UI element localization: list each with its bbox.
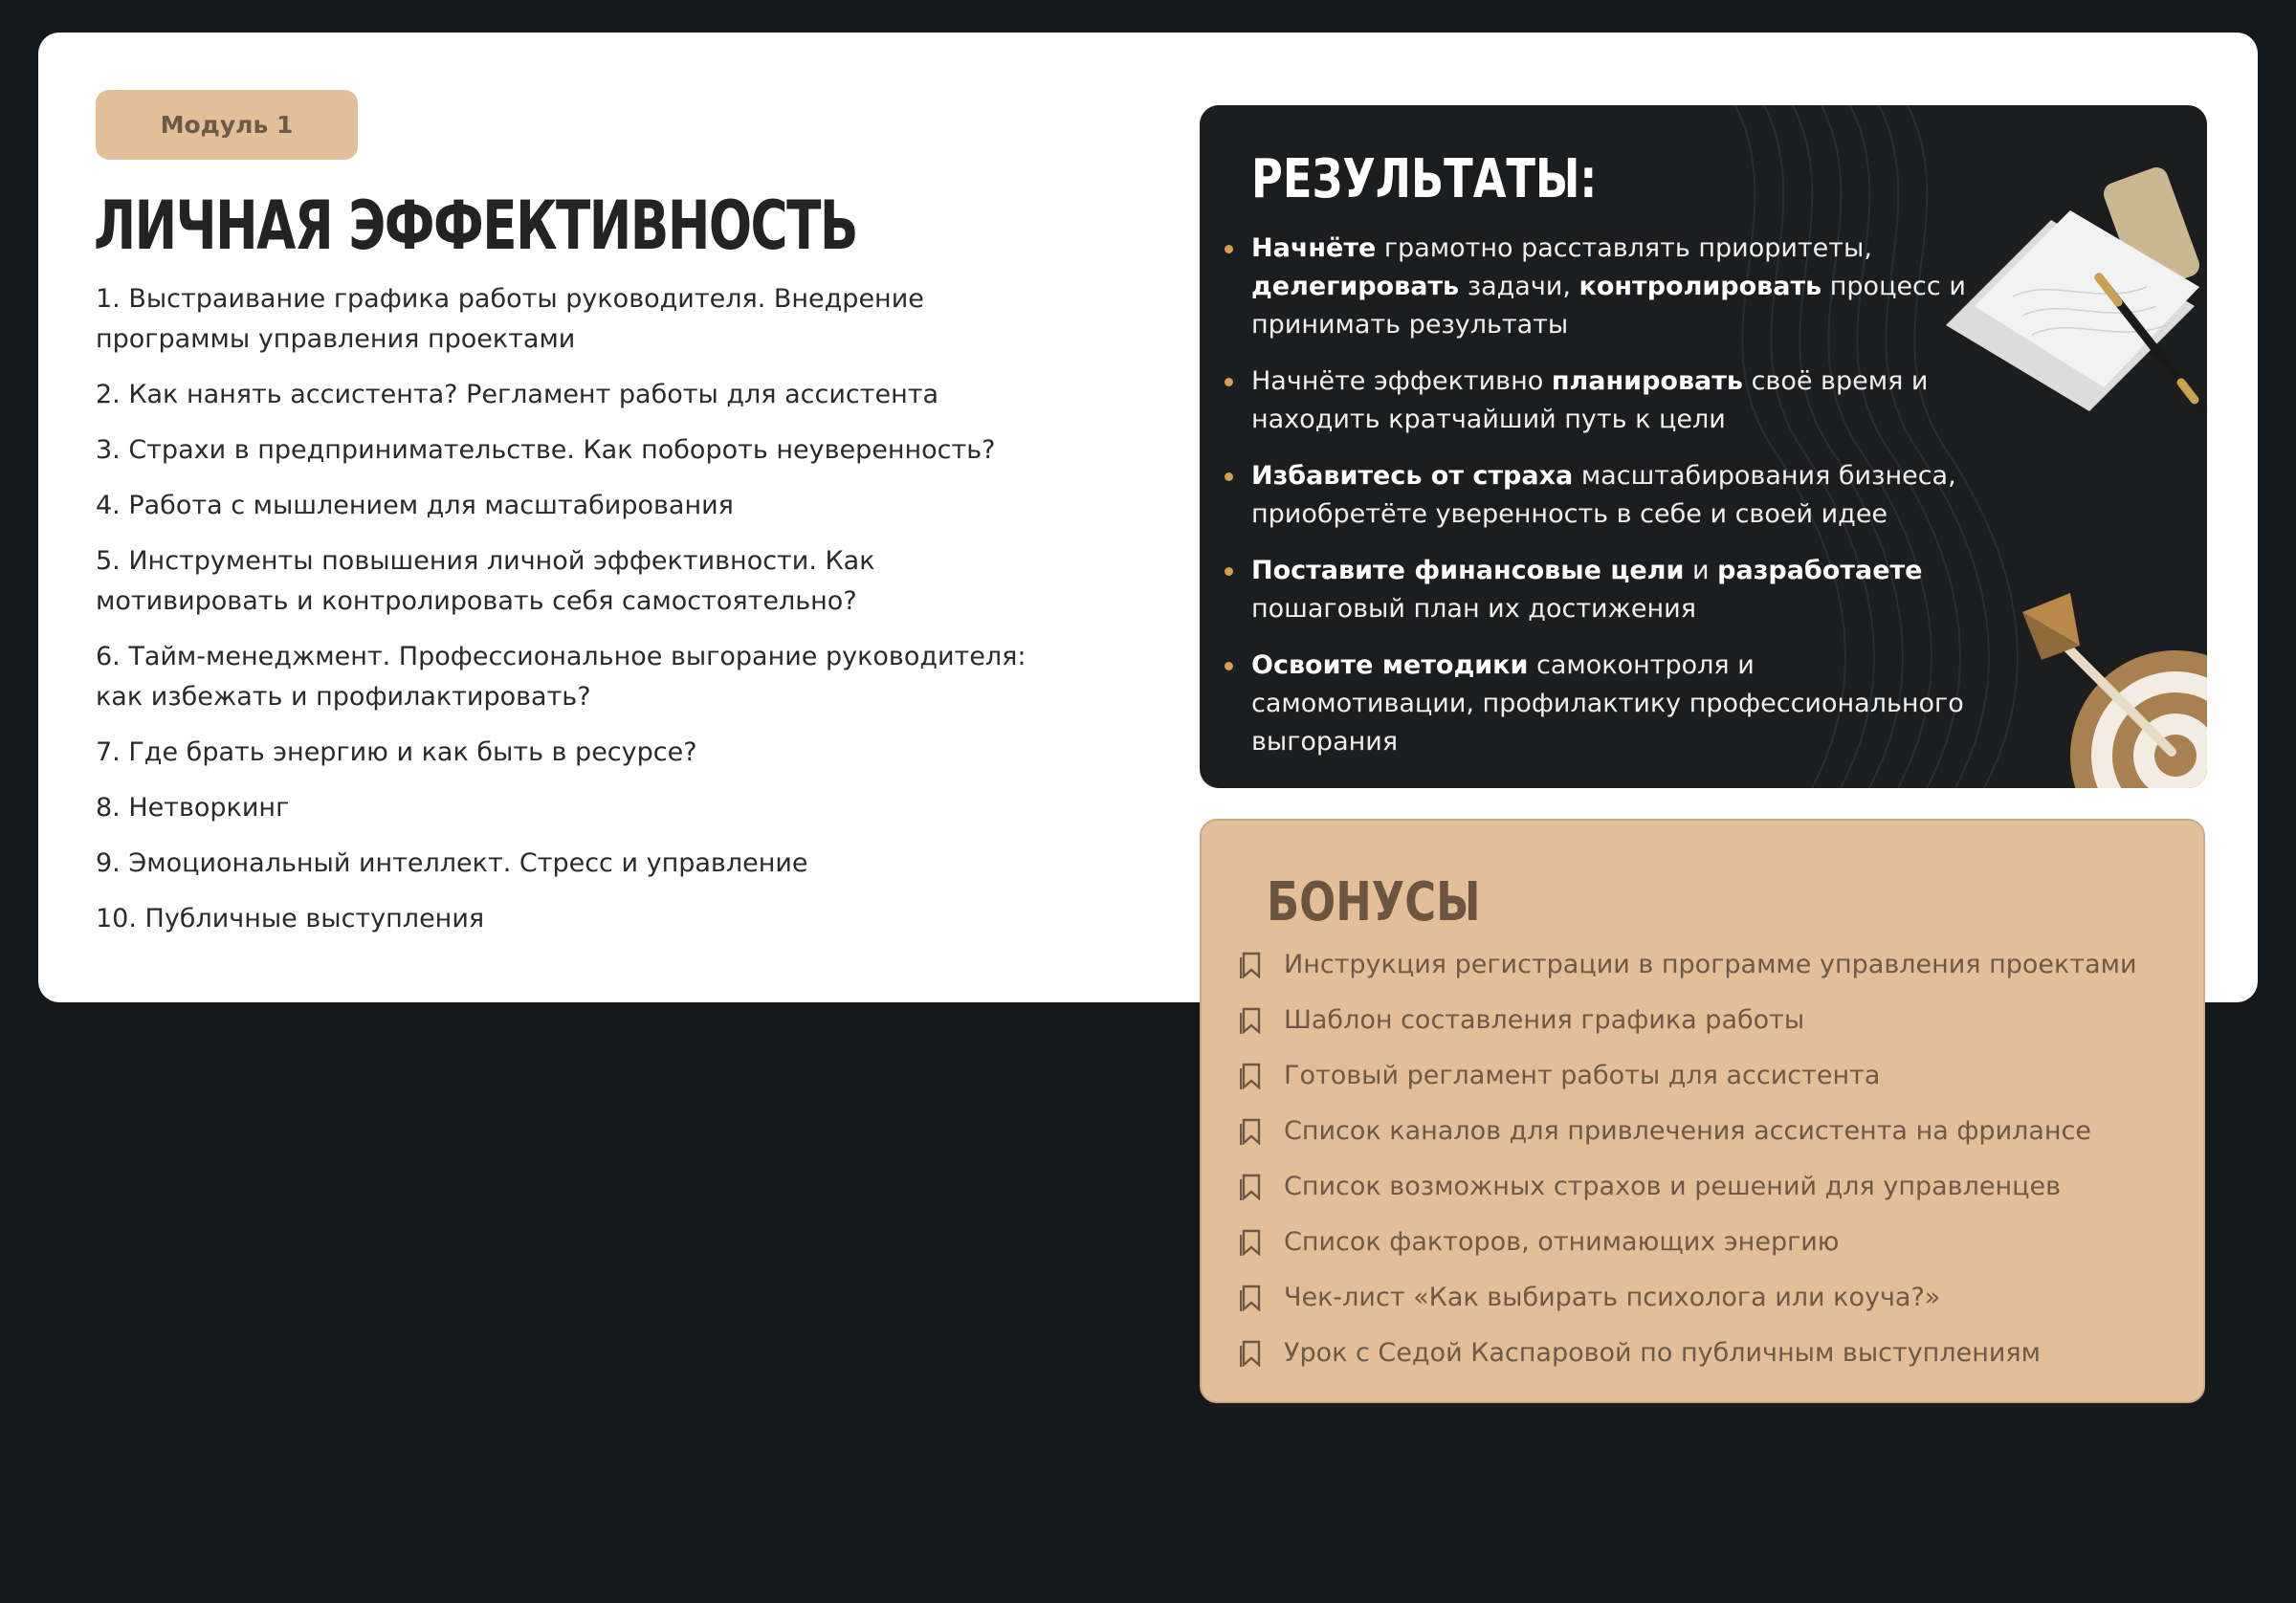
result-highlight: контролировать	[1578, 272, 1822, 301]
target-dart-icon	[1984, 555, 2207, 788]
bonus-text: Чек-лист «Как выбирать психолога или коуча?»	[1284, 1283, 1941, 1312]
bonus-text: Список возможных страхов и решений для управленцев	[1284, 1172, 2062, 1201]
results-title: РЕЗУЛЬТАТЫ:	[1251, 148, 1598, 210]
result-highlight: Начнёте	[1251, 233, 1377, 263]
result-item	[1251, 647, 1978, 761]
bullet-dot-icon	[1225, 662, 1233, 670]
bookmark-icon	[1240, 1007, 1263, 1034]
bookmark-icon	[1240, 1229, 1263, 1256]
lesson-item: 7. Где брать энергию и как быть в ресурсе?	[96, 737, 697, 767]
bonuses-panel	[1200, 819, 2205, 1403]
bonuses-title: БОНУСЫ	[1267, 871, 1481, 933]
lesson-item: 8. Нетворкинг	[96, 793, 290, 823]
result-text: и	[1684, 556, 1718, 585]
lesson-item: 5. Инструменты повышения личной эффективности. Как мотивировать и контролировать себя самостоятельно?	[96, 546, 875, 616]
bonus-item	[1240, 993, 2197, 1048]
module-title: ЛИЧНАЯ ЭФФЕКТИВНОСТЬ	[94, 187, 857, 265]
bonus-text: Шаблон составления графика работы	[1284, 1005, 1805, 1035]
bullet-dot-icon	[1225, 472, 1233, 481]
results-list	[1251, 230, 1978, 780]
bullet-dot-icon	[1225, 567, 1233, 576]
papers-pen-icon	[1908, 163, 2207, 450]
bonus-item	[1240, 1048, 2197, 1104]
bookmark-icon	[1240, 1063, 1263, 1089]
result-highlight: Освоите методики	[1251, 650, 1529, 680]
bonus-item	[1240, 937, 2197, 993]
lesson-item: 6. Тайм-менеджмент. Профессиональное выгорание руководителя: как избежать и профилактировать?	[96, 642, 1027, 712]
bonus-text: Инструкция регистрации в программе управления проектами	[1284, 950, 2137, 979]
bonus-item	[1240, 1270, 2197, 1326]
bullet-dot-icon	[1225, 245, 1233, 253]
bookmark-icon	[1240, 1174, 1263, 1200]
result-text: задачи,	[1459, 272, 1579, 301]
bonus-text: Список каналов для привлечения ассистента на фрилансе	[1284, 1116, 2092, 1146]
bookmark-icon	[1240, 1118, 1263, 1145]
result-item	[1251, 552, 1978, 628]
lesson-item: 9. Эмоциональный интеллект. Стресс и управление	[96, 848, 808, 878]
bonus-text: Урок с Седой Каспаровой по публичным выступлениям	[1284, 1338, 2042, 1368]
result-highlight: планировать	[1551, 366, 1743, 396]
result-text: масштабирования бизнеса, приобретёте уверенность в себе и своей идее	[1251, 461, 1956, 529]
bonus-item	[1240, 1104, 2197, 1159]
result-highlight: Поставите финансовые цели	[1251, 556, 1685, 585]
results-panel	[1200, 105, 2207, 788]
result-text: грамотно расставлять приоритеты,	[1376, 233, 1872, 263]
bonus-text: Готовый регламент работы для ассистента	[1284, 1061, 1881, 1090]
result-highlight: разработаете	[1717, 556, 1923, 585]
result-text: своё время и находить кратчайший путь к цели	[1251, 366, 1929, 434]
result-item	[1251, 457, 1978, 534]
bookmark-icon	[1240, 952, 1263, 978]
lesson-item: 2. Как нанять ассистента? Регламент работы для ассистента	[96, 380, 939, 409]
lesson-item: 3. Страхи в предпринимательстве. Как побороть неуверенность?	[96, 435, 996, 465]
bonus-text: Список факторов, отнимающих энергию	[1284, 1227, 1840, 1257]
bonus-item	[1240, 1326, 2197, 1381]
result-highlight: делегировать	[1251, 272, 1460, 301]
result-item	[1251, 362, 1978, 439]
bullet-dot-icon	[1225, 378, 1233, 386]
bookmark-icon	[1240, 1340, 1263, 1367]
result-highlight: Избавитесь от страха	[1251, 461, 1574, 491]
result-text: пошаговый план их достижения	[1251, 594, 1696, 624]
bonus-item	[1240, 1159, 2197, 1215]
lesson-item: 1. Выстраивание графика работы руководителя. Внедрение программы управления проектами	[96, 284, 924, 354]
result-text: самоконтроля и самомотивации, профилактику профессионального выгорания	[1251, 650, 1964, 757]
result-text: процесс и принимать результаты	[1251, 272, 1966, 340]
result-item	[1251, 230, 1978, 344]
lesson-list	[96, 279, 1062, 955]
bonus-item	[1240, 1215, 2197, 1270]
module-badge: Модуль 1	[96, 90, 358, 160]
bonuses-list	[1240, 937, 2197, 1381]
result-text: Начнёте эффективно	[1251, 366, 1552, 396]
bookmark-icon	[1240, 1285, 1263, 1311]
lesson-item: 4. Работа с мышлением для масштабирования	[96, 491, 734, 520]
lesson-item: 10. Публичные выступления	[96, 904, 485, 933]
